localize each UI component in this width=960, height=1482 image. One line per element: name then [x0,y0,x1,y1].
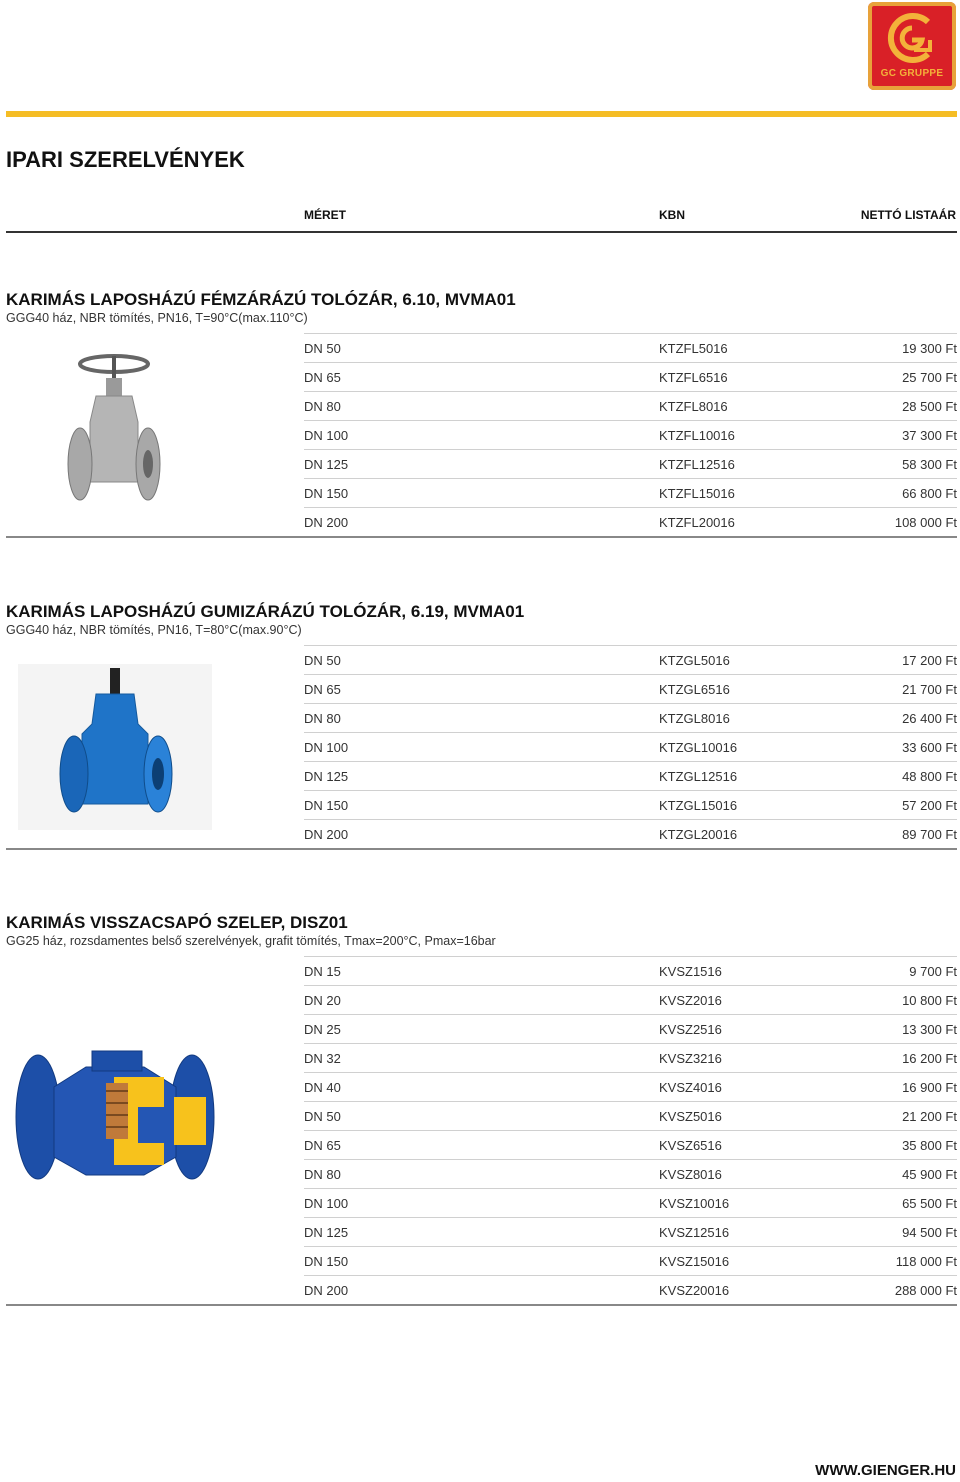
table-row [304,507,957,536]
size-cell: DN 200 [304,827,349,842]
kbn-cell: KTZFL10016 [659,428,735,443]
size-cell: DN 40 [304,1080,341,1095]
table-row [304,819,957,848]
table-row [304,1130,957,1159]
section-title: KARIMÁS LAPOSHÁZÚ FÉMZÁRÁZÚ TOLÓZÁR, 6.10, MVMA01 [6,290,516,309]
table-row [304,645,957,674]
price-cell: 108 000 Ft [894,515,957,530]
check-valve-cutaway-icon [14,1047,216,1210]
price-cell: 26 400 Ft [902,711,957,726]
size-cell: DN 100 [304,740,349,755]
table-row [304,1217,957,1246]
size-cell: DN 125 [304,457,349,472]
header-divider [6,231,957,233]
page-title: IPARI SZERELVÉNYEK [6,147,245,172]
kbn-cell: KTZGL12516 [659,769,738,784]
table-row [304,985,957,1014]
price-cell: 21 700 Ft [902,682,957,697]
kbn-cell: KVSZ6516 [659,1138,722,1153]
section-subtitle: GGG40 ház, NBR tömítés, PN16, T=80°C(max.90°C) [6,623,302,637]
price-cell: 16 900 Ft [902,1080,957,1095]
kbn-cell: KVSZ3216 [659,1051,722,1066]
section-divider [6,848,957,850]
table-row [304,362,957,391]
kbn-cell: KTZGL5016 [659,653,730,668]
table-row [304,1188,957,1217]
table-row [304,761,957,790]
table-row [304,1043,957,1072]
brand-logo [868,2,956,90]
table-row [304,420,957,449]
product-rows [304,956,957,1304]
table-row [304,1275,957,1304]
kbn-cell: KTZFL20016 [659,515,735,530]
size-cell: DN 100 [304,1196,349,1211]
table-row [304,391,957,420]
kbn-cell: KTZFL8016 [659,399,728,414]
kbn-cell: KVSZ4016 [659,1080,722,1095]
size-cell: DN 15 [304,964,341,979]
price-cell: 118 000 Ft [895,1254,957,1269]
kbn-cell: KTZFL15016 [659,486,735,501]
kbn-cell: KVSZ10016 [659,1196,730,1211]
kbn-cell: KTZGL20016 [659,827,738,842]
kbn-cell: KVSZ2516 [659,1022,722,1037]
blue-gate-valve-icon [18,664,212,835]
price-cell: 37 300 Ft [902,428,957,443]
price-cell: 19 300 Ft [902,341,957,356]
size-cell: DN 20 [304,993,341,1008]
price-cell: 58 300 Ft [902,457,957,472]
price-cell: 45 900 Ft [902,1167,957,1182]
table-row [304,478,957,507]
kbn-cell: KVSZ1516 [659,964,722,979]
size-cell: DN 65 [304,370,341,385]
size-cell: DN 125 [304,769,349,784]
kbn-cell: KVSZ12516 [659,1225,730,1240]
size-cell: DN 125 [304,1225,349,1240]
table-row [304,1072,957,1101]
size-cell: DN 100 [304,428,349,443]
table-row [304,449,957,478]
product-rows [304,333,957,536]
price-cell: 66 800 Ft [902,486,957,501]
size-cell: DN 50 [304,1109,341,1124]
size-cell: DN 150 [304,486,349,501]
size-cell: DN 200 [304,515,349,530]
table-row [304,674,957,703]
size-cell: DN 80 [304,1167,341,1182]
price-cell: 48 800 Ft [902,769,957,784]
kbn-cell: KTZGL15016 [659,798,738,813]
table-row [304,732,957,761]
size-cell: DN 80 [304,711,341,726]
size-cell: DN 25 [304,1022,341,1037]
section-title: KARIMÁS VISSZACSAPÓ SZELEP, DISZ01 [6,913,348,932]
table-row [304,1101,957,1130]
column-header-size: MÉRET [304,208,346,222]
size-cell: DN 200 [304,1283,349,1298]
size-cell: DN 80 [304,399,341,414]
section-title: KARIMÁS LAPOSHÁZÚ GUMIZÁRÁZÚ TOLÓZÁR, 6.19, MVMA01 [6,602,525,621]
section-subtitle: GG25 ház, rozsdamentes belső szerelvények, grafit tömítés, Tmax=200°C, Pmax=16bar [6,934,496,948]
kbn-cell: KVSZ5016 [659,1109,722,1124]
kbn-cell: KTZGL6516 [659,682,730,697]
price-cell: 28 500 Ft [902,399,957,414]
accent-bar [6,111,957,117]
size-cell: DN 50 [304,341,341,356]
table-row [304,956,957,985]
size-cell: DN 150 [304,798,349,813]
price-cell: 21 200 Ft [902,1109,957,1124]
kbn-cell: KTZGL8016 [659,711,730,726]
kbn-cell: KTZFL12516 [659,457,735,472]
price-cell: 16 200 Ft [902,1051,957,1066]
size-cell: DN 65 [304,682,341,697]
kbn-cell: KVSZ8016 [659,1167,722,1182]
kbn-cell: KVSZ2016 [659,993,722,1008]
table-row [304,333,957,362]
gc-logo-icon [884,10,940,66]
column-header-price: NETTÓ LISTAÁR [860,208,956,222]
website-link[interactable]: WWW.GIENGER.HU [815,1462,956,1479]
section-divider [6,536,957,538]
price-cell: 9 700 Ft [909,964,957,979]
price-cell: 17 200 Ft [902,653,957,668]
price-cell: 33 600 Ft [902,740,957,755]
size-cell: DN 32 [304,1051,341,1066]
kbn-cell: KTZFL6516 [659,370,728,385]
table-row [304,1159,957,1188]
kbn-cell: KVSZ20016 [659,1283,730,1298]
table-row [304,790,957,819]
section-subtitle: GGG40 ház, NBR tömítés, PN16, T=90°C(max.110°C) [6,311,308,325]
table-row [304,703,957,732]
column-header-kbn: KBN [659,208,685,222]
product-rows [304,645,957,848]
kbn-cell: KTZGL10016 [659,740,738,755]
gray-gate-valve-icon [66,352,162,513]
price-cell: 57 200 Ft [902,798,957,813]
table-row [304,1014,957,1043]
size-cell: DN 150 [304,1254,349,1269]
price-cell: 25 700 Ft [902,370,957,385]
price-cell: 13 300 Ft [902,1022,957,1037]
table-row [304,1246,957,1275]
size-cell: DN 65 [304,1138,341,1153]
price-cell: 288 000 Ft [894,1283,957,1298]
price-cell: 35 800 Ft [902,1138,957,1153]
kbn-cell: KVSZ15016 [659,1254,730,1269]
price-cell: 89 700 Ft [902,827,957,842]
price-cell: 65 500 Ft [902,1196,957,1211]
brand-logo-text: GC GRUPPE [880,68,944,79]
section-divider [6,1304,957,1306]
price-cell: 10 800 Ft [902,993,957,1008]
price-cell: 94 500 Ft [902,1225,957,1240]
size-cell: DN 50 [304,653,341,668]
kbn-cell: KTZFL5016 [659,341,728,356]
